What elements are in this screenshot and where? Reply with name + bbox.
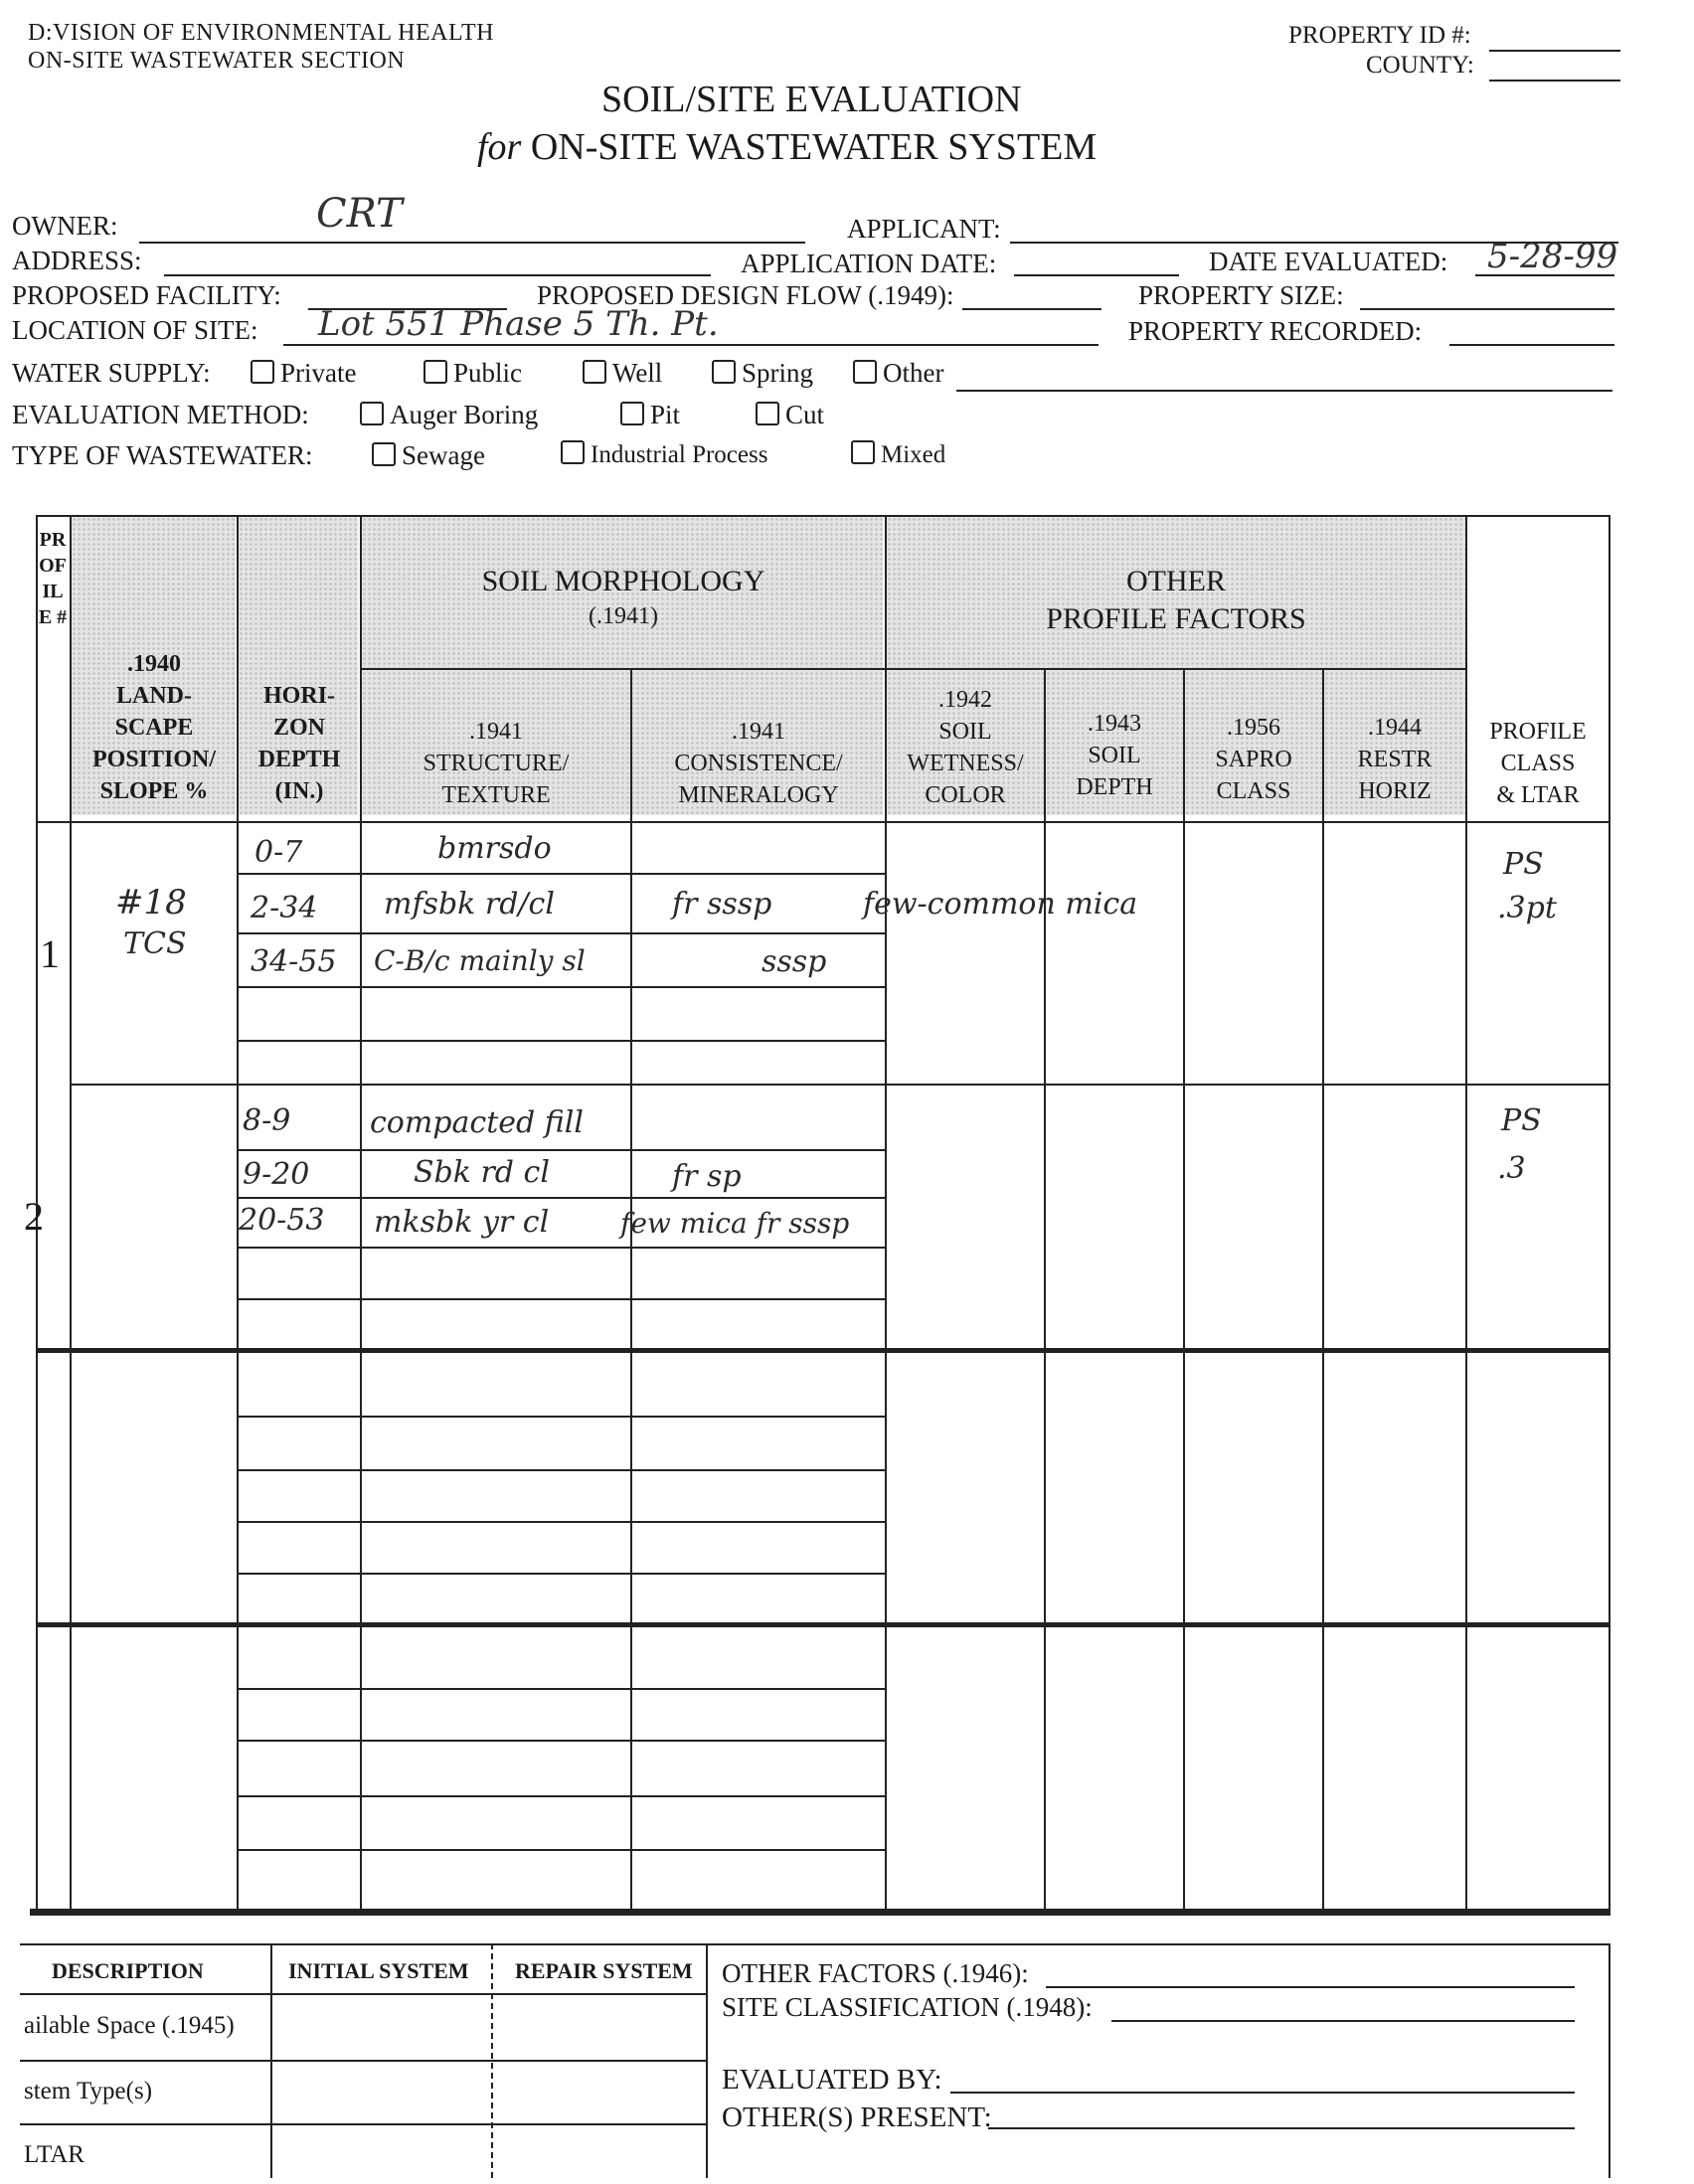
- landscape-value: #18: [115, 883, 187, 923]
- profile-number: 2: [24, 1194, 44, 1239]
- division-title: D:VISION OF ENVIRONMENTAL HEALTH: [28, 20, 494, 46]
- structure-value: Sbk rd cl: [414, 1155, 550, 1190]
- consistence-value: sssp: [762, 944, 827, 979]
- evaluation-method-label: EVALUATION METHOD:: [12, 400, 309, 429]
- header-line: SOIL: [938, 719, 992, 745]
- location-label: LOCATION OF SITE:: [12, 315, 258, 345]
- header-line: COLOR: [925, 782, 1006, 808]
- header-line: .1944: [1368, 715, 1422, 741]
- option-label: Sewage: [402, 440, 485, 470]
- other-factor-value: few-common mica: [863, 887, 1138, 922]
- header-line: TEXTURE: [441, 782, 551, 808]
- header-line: LAND-: [116, 683, 192, 709]
- owner-value: CRT: [316, 191, 403, 237]
- county-label: COUNTY:: [1366, 52, 1474, 79]
- description-header: DESCRIPTION: [52, 1958, 204, 1983]
- summary-row-2: [20, 2060, 706, 2062]
- horizon-depth: 8-9: [243, 1103, 291, 1138]
- site-classification-label: SITE CLASSIFICATION (.1948):: [722, 1992, 1093, 2022]
- option-label: Industrial Process: [591, 441, 768, 468]
- soil-morphology-header: SOIL MORPHOLOGY: [481, 565, 765, 597]
- header-line: .1941: [469, 719, 523, 745]
- other-factors-label: OTHER FACTORS (.1946):: [722, 1958, 1029, 1988]
- summary-top: [20, 1943, 1610, 1945]
- proposed-facility-label: PROPOSED FACILITY:: [12, 280, 281, 310]
- section-title: ON-SITE WASTEWATER SECTION: [28, 48, 406, 74]
- header-line: CONSISTENCE/: [674, 751, 843, 776]
- date-evaluated-value: 5-28-99: [1487, 237, 1618, 276]
- header-line: HORIZ: [1358, 778, 1432, 804]
- option-label: Mixed: [881, 441, 946, 468]
- ltar-value: .3: [1497, 1151, 1526, 1186]
- header-line: .1943: [1088, 711, 1141, 737]
- structure-value: bmrsdo: [437, 831, 552, 866]
- option-label: Spring: [742, 358, 814, 388]
- header-line: DEPTH: [257, 747, 341, 772]
- summary-divider-3: [706, 1943, 708, 2178]
- header-line: (IN.): [274, 778, 324, 804]
- profile-class-value: PS: [1503, 847, 1544, 882]
- header-line: .1940: [127, 651, 181, 677]
- ltar-label: LTAR: [24, 2141, 85, 2168]
- header-line: SOIL: [1088, 743, 1141, 768]
- date-evaluated-label: DATE EVALUATED:: [1209, 247, 1448, 276]
- consistence-value: fr sp: [672, 1159, 742, 1194]
- others-present-field[interactable]: [988, 2127, 1575, 2129]
- evaluated-by-field[interactable]: [950, 2092, 1575, 2094]
- consistence-value: few mica fr sssp: [620, 1207, 850, 1240]
- subtitle-text: ON-SITE WASTEWATER SYSTEM: [530, 126, 1098, 168]
- subtitle-for: for: [477, 126, 522, 168]
- header-line: CLASS: [1216, 778, 1291, 804]
- landscape-value: TCS: [123, 926, 187, 961]
- structure-value: mfsbk rd/cl: [384, 887, 555, 922]
- header-line: HORI-: [263, 683, 335, 709]
- horizon-depth: 9-20: [243, 1157, 310, 1192]
- site-classification-field[interactable]: [1111, 2020, 1575, 2022]
- header-line: WETNESS/: [907, 751, 1024, 776]
- horizon-depth: 20-53: [239, 1203, 325, 1238]
- summary-right: [1609, 1943, 1610, 2178]
- option-label: Other: [883, 358, 944, 388]
- summary-row-1: [20, 1993, 706, 1995]
- header-line: .1941: [732, 719, 785, 745]
- property-recorded-label: PROPERTY RECORDED:: [1128, 316, 1423, 346]
- application-date-label: APPLICATION DATE:: [741, 249, 997, 278]
- header-line: SCAPE: [114, 715, 194, 741]
- system-type-label: stem Type(s): [24, 2078, 153, 2104]
- header-line: DEPTH: [1076, 774, 1153, 800]
- profile-number: 1: [40, 931, 60, 976]
- summary-row-3: [20, 2123, 706, 2125]
- other-factors-field[interactable]: [1046, 1986, 1575, 1988]
- header-line: POSITION/: [91, 747, 217, 772]
- header-line: PROFILE: [1489, 719, 1587, 745]
- evaluated-by-label: EVALUATED BY:: [722, 2064, 942, 2096]
- design-flow-label: PROPOSED DESIGN FLOW (.1949):: [537, 280, 954, 310]
- horizon-depth: 0-7: [254, 835, 303, 870]
- header-line: SLOPE %: [99, 778, 209, 804]
- header-line: ZON: [272, 715, 325, 741]
- property-size-label: PROPERTY SIZE:: [1138, 280, 1344, 310]
- soil-morphology-code: (.1941): [589, 603, 658, 629]
- header-line: MINERALOGY: [678, 782, 839, 808]
- page-title: SOIL/SITE EVALUATION: [601, 79, 1022, 120]
- profile-class-value: PS: [1501, 1103, 1542, 1138]
- header-line: .1942: [938, 687, 992, 713]
- location-value: Lot 551 Phase 5 Th. Pt.: [318, 304, 719, 344]
- water-supply-label: WATER SUPPLY:: [12, 358, 211, 388]
- available-space-label: ailable Space (.1945): [24, 2012, 235, 2039]
- owner-label: OWNER:: [12, 211, 118, 241]
- repair-system-header: REPAIR SYSTEM: [515, 1958, 693, 1983]
- option-label: Auger Boring: [390, 400, 539, 429]
- horizon-depth: 2-34: [251, 891, 318, 925]
- option-label: Public: [453, 358, 523, 388]
- property-id-label: PROPERTY ID #:: [1288, 22, 1471, 49]
- initial-system-header: INITIAL SYSTEM: [288, 1958, 469, 1983]
- structure-value: compacted fill: [370, 1105, 584, 1140]
- wastewater-type-label: TYPE OF WASTEWATER:: [12, 440, 313, 470]
- profile-number-header: PROFILE #: [38, 529, 68, 628]
- applicant-label: APPLICANT:: [847, 214, 1001, 244]
- others-present-label: OTHER(S) PRESENT:: [722, 2101, 992, 2133]
- option-label: Pit: [650, 400, 681, 429]
- structure-value: C-B/c mainly sl: [374, 944, 586, 977]
- header-line: .1956: [1227, 715, 1280, 741]
- ltar-value: .3pt: [1497, 891, 1557, 925]
- option-label: Well: [612, 358, 663, 388]
- header-line: SAPRO: [1215, 747, 1292, 772]
- other-factors-header-2: PROFILE FACTORS: [1046, 602, 1306, 635]
- header-line: STRUCTURE/: [423, 751, 570, 776]
- structure-value: mksbk yr cl: [374, 1205, 550, 1240]
- option-label: Cut: [785, 400, 825, 429]
- horizon-depth: 34-55: [251, 944, 337, 979]
- address-label: ADDRESS:: [12, 246, 142, 275]
- header-line: & LTAR: [1496, 782, 1580, 808]
- other-factors-header-1: OTHER: [1126, 565, 1226, 597]
- option-label: Private: [280, 358, 357, 388]
- header-line: CLASS: [1500, 751, 1576, 776]
- consistence-value: fr sssp: [672, 887, 772, 922]
- header-line: RESTR: [1357, 747, 1433, 772]
